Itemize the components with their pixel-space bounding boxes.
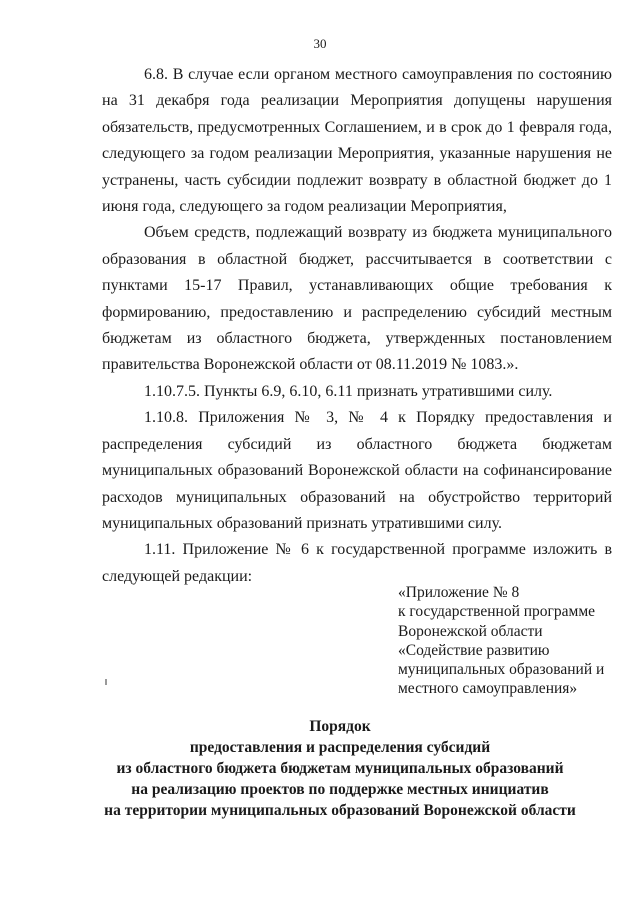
paragraph-refund-volume: Объем средств, подлежащий возврату из бюджета муниципального образования в областной бюджет, рассчитывается в соответствии с пунктами 15-17 Правил, устанавливающих общие требования к формированию, предоставлению и распределению субсидий местным бюджетам из областного бюджета, утвержденных постановлением правительства Воронежской области от 08.11.2019 № 1083.». bbox=[102, 224, 612, 374]
page-number: 30 bbox=[313, 36, 327, 51]
title-line: предоставления и распределения субсидий bbox=[189, 739, 491, 756]
document-body bbox=[102, 62, 612, 590]
paragraph-6-8: 6.8. В случае если органом местного самоуправления по состоянию на 31 декабря года реализации Мероприятия допущены нарушения обязательств, предусмотренных Соглашением, и в срок до 1 февраля года, следующего за годом реализации Мероприятия, указанные нарушения не устранены, часть субсидии подлежит возврату в областной бюджет до 1 июня года, следующего за годом реализации Мероприятия, bbox=[102, 66, 612, 216]
title-line: из областного бюджета бюджетам муниципальных образований bbox=[116, 760, 564, 777]
appendix-header bbox=[398, 583, 628, 699]
paragraph-1-10-7-5: 1.10.7.5. Пункты 6.9, 6.10, 6.11 признать утратившими силу. bbox=[144, 382, 553, 400]
appendix-line: Воронежской области bbox=[398, 622, 543, 640]
appendix-line: «Содействие развитию bbox=[398, 641, 550, 659]
margin-mark bbox=[105, 679, 107, 685]
appendix-line: муниципальных образований и bbox=[398, 661, 605, 679]
title-line: Порядок bbox=[309, 718, 371, 735]
document-title bbox=[60, 716, 620, 821]
paragraph-1-10-8: 1.10.8. Приложения № 3, № 4 к Порядку предоставления и распределения субсидий из областного бюджета бюджетам муниципальных образований Воронежской области на софинансирование расходов муниципальных образований на обустройство территорий муниципальных образований признать утратившими силу. bbox=[102, 409, 612, 532]
title-line: на реализацию проектов по поддержке местных инициатив bbox=[131, 781, 549, 798]
appendix-line: «Приложение № 8 bbox=[398, 584, 520, 601]
appendix-line: к государственной программе bbox=[398, 603, 596, 621]
paragraph-1-11: 1.11. Приложение № 6 к государственной программе изложить в следующей редакции: bbox=[102, 541, 612, 585]
appendix-line: местного самоуправления» bbox=[398, 680, 578, 698]
title-line: на территории муниципальных образований Воронежской области bbox=[104, 802, 576, 819]
